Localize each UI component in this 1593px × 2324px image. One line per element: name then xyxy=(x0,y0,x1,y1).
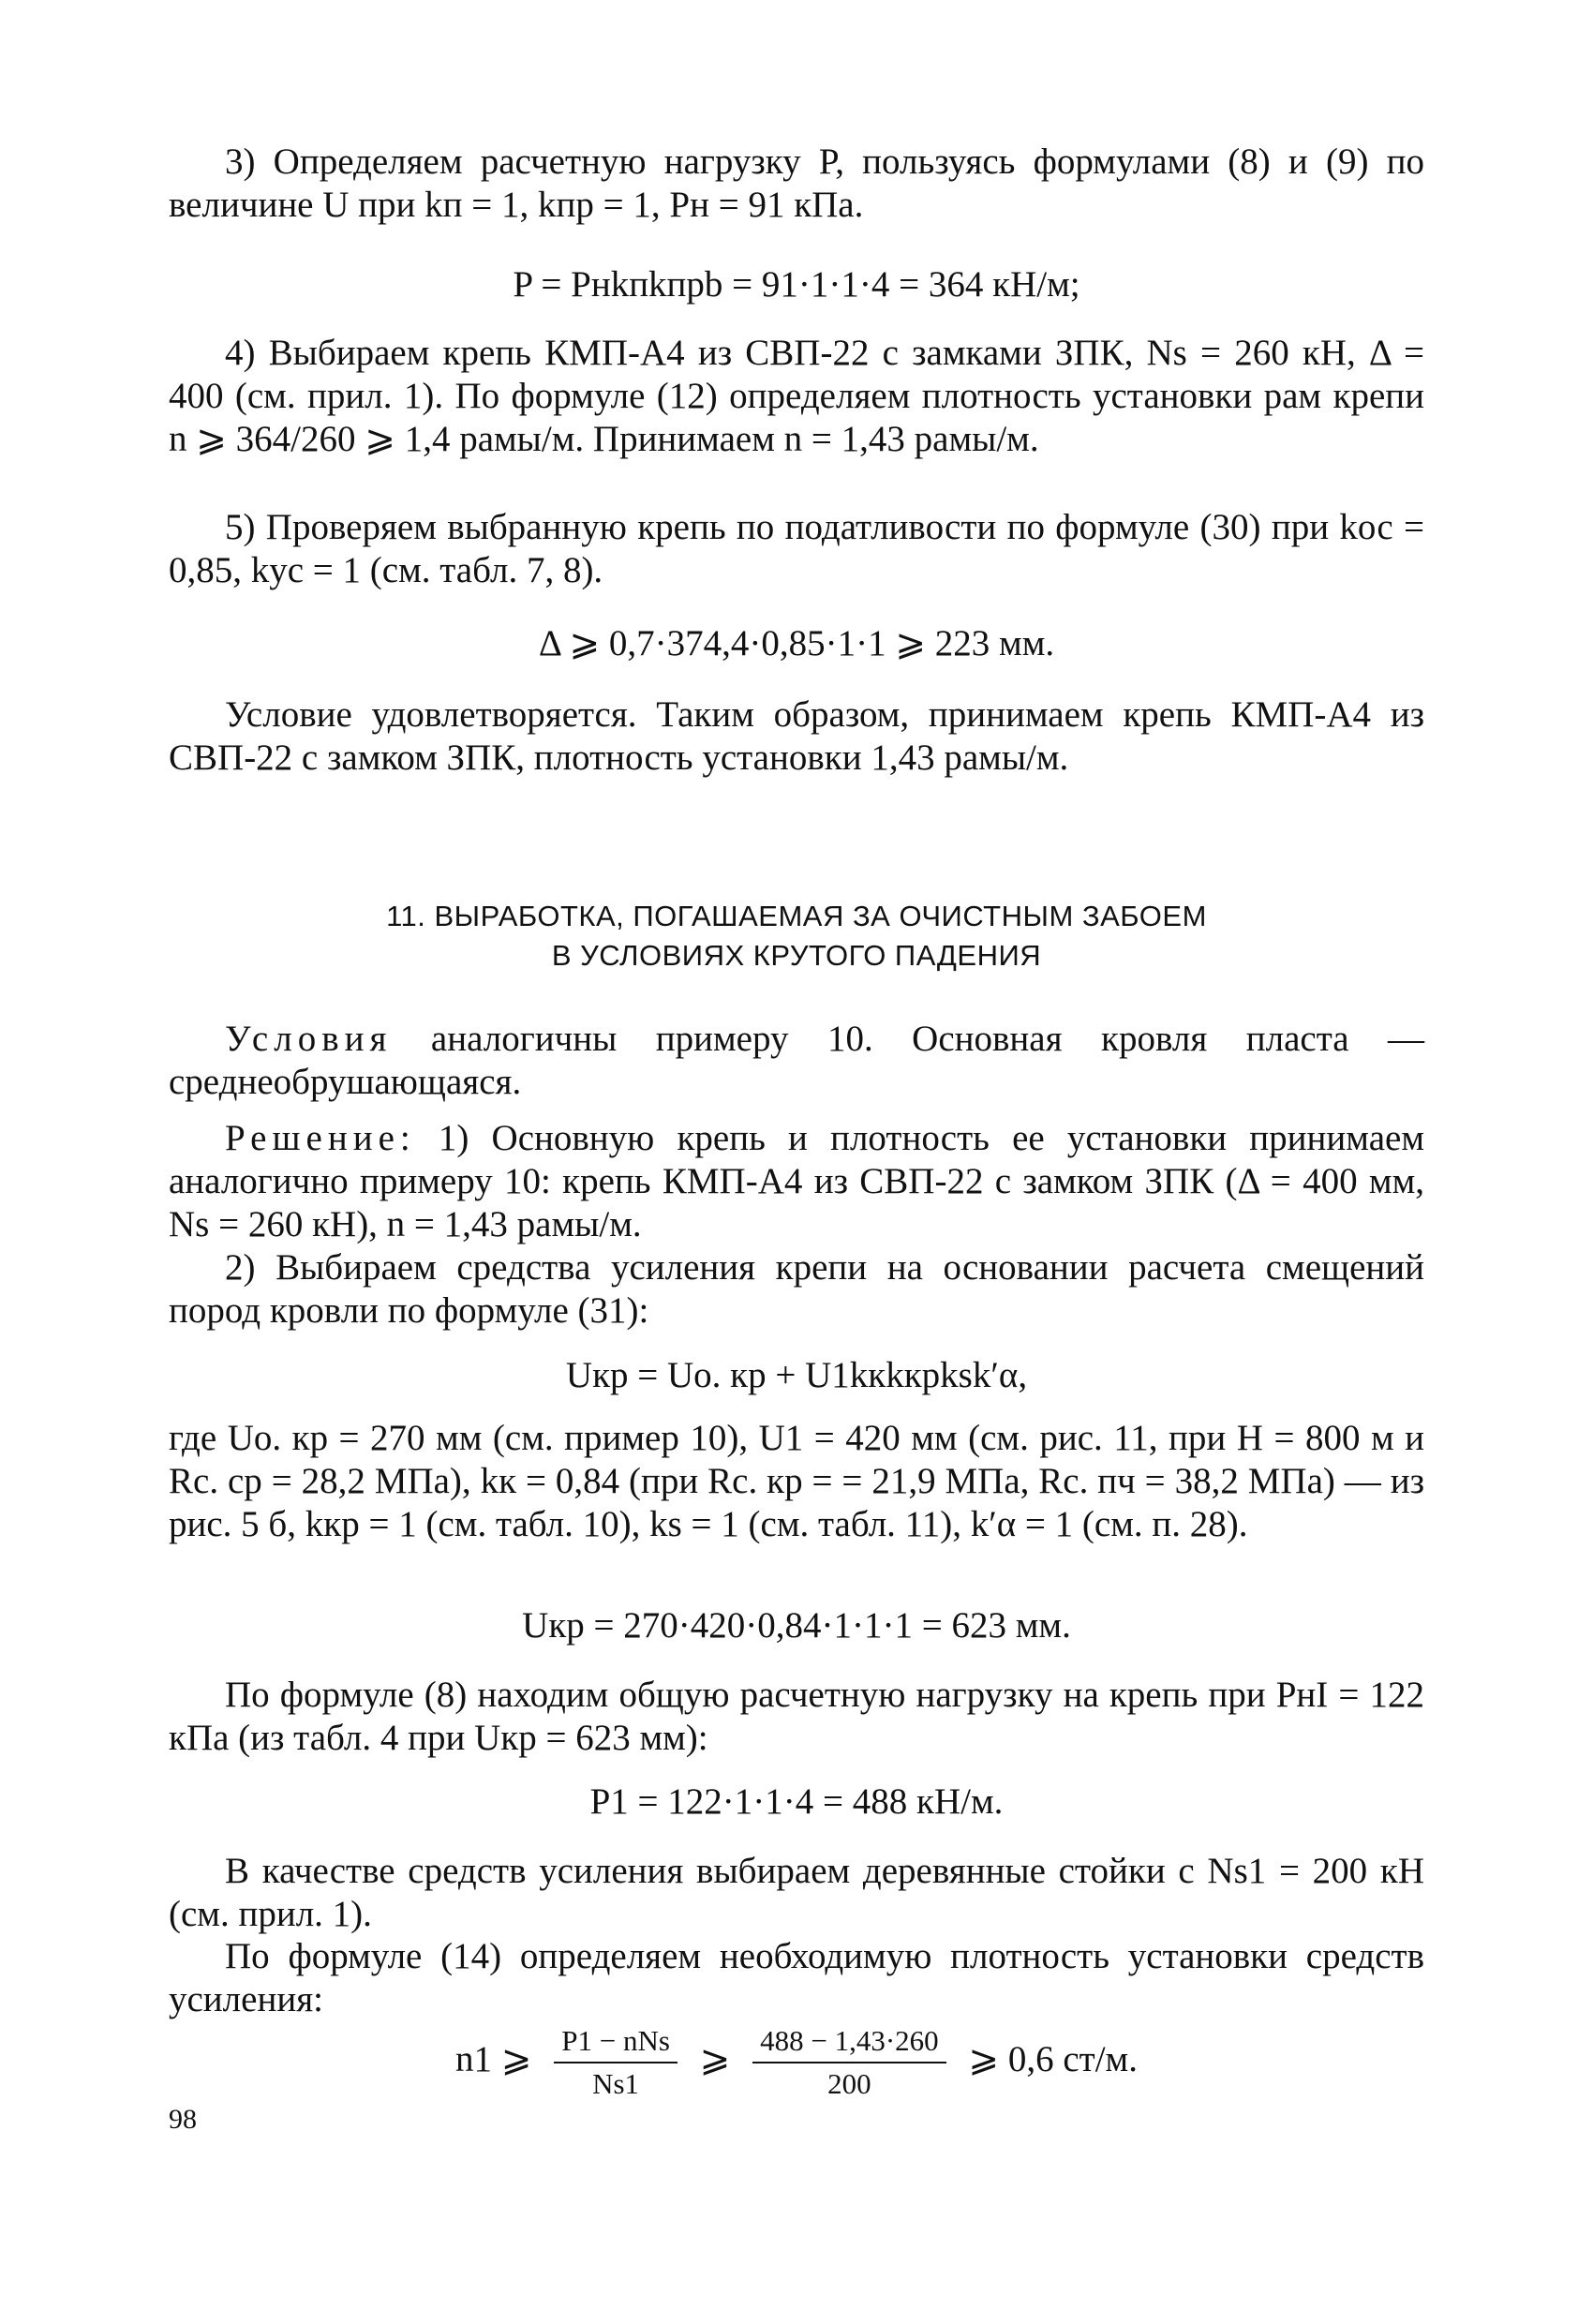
conditions-paragraph xyxy=(169,1018,1424,1104)
step-4 xyxy=(169,332,1424,461)
fraction-2 xyxy=(752,2024,946,2101)
step-4-text: 4) Выбираем крепь КМП-А4 из СВП-22 с замками ЗПК, Ns = 260 кН, Δ = 400 (см. прил. 1). По формуле (12) определяем плотность установки рам крепи n ⩾ 364/260 ⩾ 1,4 рамы/м. Принимаем n = 1,43 рамы/м. xyxy=(169,333,1424,459)
fraction-2-numerator: 488 − 1,43·260 xyxy=(752,2024,946,2063)
inequality-sign: ⩾ xyxy=(699,2038,731,2079)
page-number: 98 xyxy=(169,2104,197,2135)
formula-rhs: ⩾ 0,6 ст/м. xyxy=(968,2038,1138,2079)
step-3 xyxy=(169,141,1424,227)
reinforcement-paragraph xyxy=(169,1850,1424,1936)
formula-compliance: Δ ⩾ 0,7·374,4·0,85·1·1 ⩾ 223 мм. xyxy=(538,623,1055,663)
formula-lhs: n1 ⩾ xyxy=(455,2038,532,2079)
section-heading-line-1: 11. ВЫРАБОТКА, ПОГАШАЕМАЯ ЗА ОЧИСТНЫМ ЗАБОЕМ xyxy=(386,900,1207,932)
formula-roof-displacement: Uкр = Uо. кр + U1kкkкрksk′α, xyxy=(565,1355,1028,1395)
fraction-1 xyxy=(554,2024,677,2101)
solution-paragraph xyxy=(169,1117,1424,1246)
step-3-text: 3) Определяем расчетную нагрузку P, пользуясь формулами (8) и (9) по величине U при kп = 1, kпр = 1, Pн = 91 кПа. xyxy=(169,142,1424,225)
formula-reinforcement-density xyxy=(169,2024,1424,2101)
conditions xyxy=(169,1018,1424,1104)
fraction-2-denominator: 200 xyxy=(827,2067,871,2100)
fraction-1-numerator: P1 − nNs xyxy=(554,2024,677,2063)
conclusion-text: Условие удовлетворяется. Таким образом, принимаем крепь КМП-А4 из СВП-22 с замком ЗПК, плотность установки 1,43 рамы/м. xyxy=(169,694,1424,778)
step-2 xyxy=(169,1246,1424,1333)
section-heading-line-2: В УСЛОВИЯХ КРУТОГО ПАДЕНИЯ xyxy=(551,939,1042,972)
formula-total-load: P1 = 122·1·1·4 = 488 кН/м. xyxy=(589,1781,1004,1822)
step-5-text: 5) Проверяем выбранную крепь по податливости по формуле (30) при kос = 0,85, kус = 1 (см. табл. 7, 8). xyxy=(169,507,1424,590)
conditions-label: Условия xyxy=(225,1019,393,1059)
formula-displacement-value: Uкр = 270·420·0,84·1·1·1 = 623 мм. xyxy=(522,1605,1071,1646)
solution-label: Решение: xyxy=(225,1118,416,1158)
conclusion xyxy=(169,693,1424,780)
load-paragraph xyxy=(169,1674,1424,1760)
step-5 xyxy=(169,506,1424,592)
density-text: По формуле (14) определяем необходимую плотность установки средств усиления: xyxy=(169,1936,1424,2019)
formula-load-p: P = Pнkпkпрb = 91·1·1·4 = 364 кН/м; xyxy=(513,264,1080,305)
where-clause xyxy=(169,1417,1424,1546)
where-clause-text: где Uо. кр = 270 мм (см. пример 10), U1 = 420 мм (см. рис. 11, при H = 800 м и Rс. ср = 28,2 МПа), kк = 0,84 (при Rс. кр = = 21,9 МПа, Rс. пч = 38,2 МПа) — из рис. 5 б, kкр = 1 (см. табл. 10), ks = 1 (см. табл. 11), k′α = 1 (см. п. 28). xyxy=(169,1418,1424,1544)
solution xyxy=(169,1117,1424,1246)
conditions-text: аналогичны примеру 10. Основная кровля пласта — среднеобрушающаяся. xyxy=(169,1019,1425,1102)
density-paragraph xyxy=(169,1935,1424,2021)
load-paragraph-text: По формуле (8) находим общую расчетную нагрузку на крепь при PнI = 122 кПа (из табл. 4 при Uкр = 623 мм): xyxy=(169,1675,1424,1758)
solution-text: 1) Основную крепь и плотность ее установки принимаем аналогично примеру 10: крепь КМП-А4 из СВП-22 с замком ЗПК (Δ = 400 мм, Ns = 260 кН), n = 1,43 рамы/м. xyxy=(169,1118,1424,1244)
reinforcement-text: В качестве средств усиления выбираем деревянные стойки с Ns1 = 200 кН (см. прил. 1). xyxy=(169,1851,1424,1934)
fraction-1-denominator: Ns1 xyxy=(592,2067,640,2100)
step-2-text: 2) Выбираем средства усиления крепи на основании расчета смещений пород кровли по формуле (31): xyxy=(169,1247,1424,1331)
